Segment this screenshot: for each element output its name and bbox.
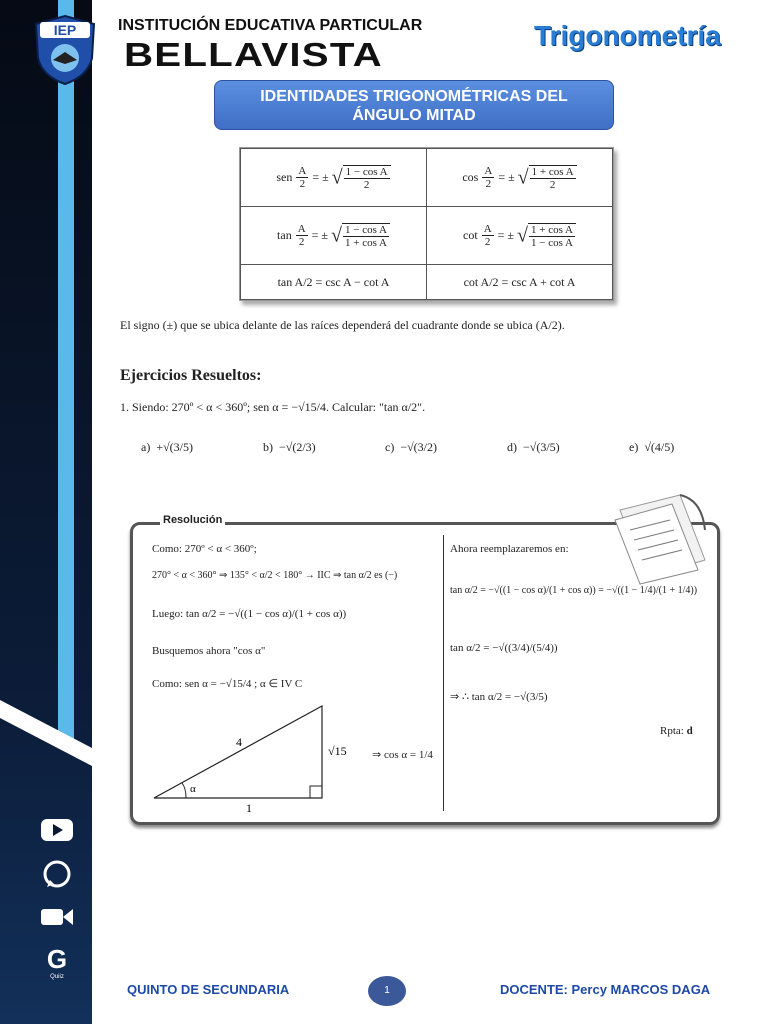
- option-b: b) −√(2/3): [263, 440, 316, 454]
- answer: Rpta: d: [660, 725, 693, 737]
- formula-tan-half: tan $\frac{A}{2}$ = ± √ $\frac{\text{1 − cos A}}{\text{1 + cos A}}$: [241, 207, 427, 265]
- whatsapp-icon[interactable]: [42, 860, 72, 890]
- option-e: e) √(4/5): [629, 440, 675, 454]
- resolution-right-line1: Ahora reemplazaremos en:: [450, 543, 569, 555]
- footer-teacher: DOCENTE: Percy MARCOS DAGA: [500, 982, 711, 997]
- triangle-angle-label: α: [190, 783, 196, 795]
- resolution-line3: Luego: tan α/2 = −√((1 − cos α)/(1 + cos α)): [152, 608, 347, 620]
- resolution-line2: 270° < α < 360° ⇒ 135° < α/2 < 180° → IIC ⇒ tan α/2 es (−): [152, 570, 398, 581]
- option-c: c) −√(3/2): [385, 440, 438, 454]
- triangle-opposite-label: √15: [328, 744, 347, 758]
- formula-sen-half: sen $\frac{A}{2}$ = ± √ $\frac{\text{1 − cos A}}{2}$: [241, 149, 427, 207]
- video-call-icon[interactable]: [40, 906, 74, 928]
- sign-note: El signo (±) que se ubica delante de las raíces dependerá del cuadrante donde se ubica (A/2).: [120, 318, 565, 332]
- papers-illustration: [610, 490, 715, 585]
- resolution-right-line2: tan α/2 = −√((1 − cos α)/(1 + cos α)) = −√((1 − 1/4)/(1 + 1/4)): [450, 585, 698, 596]
- formula-cot-half: cot $\frac{A}{2}$ = ± √ $\frac{\text{1 + cos A}}{\text{1 − cos A}}$: [427, 207, 613, 265]
- formula-cot-half-csc: cot A/2 = csc A + cot A: [427, 265, 613, 300]
- school-logo: [32, 14, 98, 86]
- resolution-right-line4: ⇒ ∴ tan α/2 = −√(3/5): [450, 691, 548, 703]
- option-d: d) −√(3/5): [507, 440, 560, 454]
- school-name-line1: INSTITUCIÓN EDUCATIVA PARTICULAR: [118, 17, 423, 34]
- resolution-line5: Como: sen α = −√15/4 ; α ∈ IV C: [152, 678, 303, 690]
- resolution-title: Resolución: [160, 514, 225, 526]
- triangle-hypotenuse-label: 4: [236, 735, 242, 749]
- subject-title: Trigonometría: [534, 20, 721, 51]
- option-a: a) +√(3/5): [141, 440, 194, 454]
- formula-tan-half-csc: tan A/2 = csc A − cot A: [241, 265, 427, 300]
- banner-line1: IDENTIDADES TRIGONOMÉTRICAS DEL: [260, 88, 568, 105]
- formula-cos-half: cos $\frac{A}{2}$ = ± √ $\frac{\text{1 + cos A}}{2}$: [427, 149, 613, 207]
- right-triangle: [148, 700, 348, 815]
- triangle-adjacent-label: 1: [246, 801, 252, 815]
- topic-banner: [214, 80, 614, 130]
- problem-statement: 1. Siendo: 270º < α < 360º; sen α = −√15/4. Calcular: "tan α/2".: [120, 400, 426, 414]
- resolution-line1: Como: 270º < α < 360º;: [152, 543, 257, 555]
- banner-line2: ÁNGULO MITAD: [352, 107, 476, 124]
- svg-text:G: G: [46, 944, 68, 974]
- formula-table: [239, 147, 614, 301]
- school-name-line2: BELLAVISTA: [124, 36, 383, 73]
- exercises-title: Ejercicios Resueltos:: [120, 367, 262, 384]
- svg-text:Quiiz: Quiiz: [50, 974, 64, 980]
- svg-text:IEP: IEP: [53, 22, 77, 38]
- quiiz-icon[interactable]: [42, 944, 72, 980]
- resolution-line4: Busquemos ahora "cos α": [152, 645, 266, 657]
- resolution-divider: [443, 535, 444, 811]
- page-number: 1: [368, 976, 406, 1006]
- cos-result: ⇒ cos α = 1/4: [372, 749, 433, 761]
- footer-grade: QUINTO DE SECUNDARIA: [127, 982, 290, 997]
- youtube-icon[interactable]: [40, 818, 74, 842]
- resolution-right-line3: tan α/2 = −√((3/4)/(5/4)): [450, 642, 558, 654]
